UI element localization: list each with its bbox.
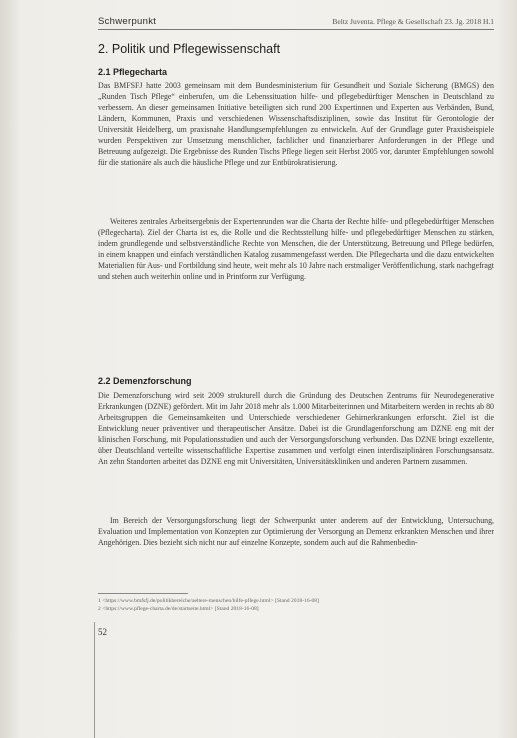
paragraph: Die Demenzforschung wird seit 2009 strukturell durch die Gründung des Deutschen Zentrums für Neurodegenerative Erkrankungen (DZNE) gefördert. Mit im Jahr 2018 mehr als 1.000 Mitarbeiterinnen und Mitarbeitern werden in rechts ab 80 Arbeitsgruppen die Gemeinsamkeiten und Unterschiede verschiedener Gehirnerkrankungen erforscht. Ziel ist die Entwicklung neuer präventiver und therapeutischer Ansätze. Dabei ist die Grundlagenforschung am DZNE eng mit der klinischen Forschung, mit Populationsstudien und auch der Versorgungsforschung verbunden. Das DZNE bringt exzellente, über Deutschland verteilte wissenschaftliche Expertise zusammen und verfolgt einen interdisziplinären Forschungsansatz. An zehn Standorten arbeitet das DZNE eng mit Universitäten, Universitätskliniken und anderen Partnern zusammen. <box>98 391 494 466</box>
section-title-demenzforschung: 2.2 Demenzforschung <box>98 376 192 386</box>
running-head <box>98 16 494 30</box>
paragraph: Das BMFSFJ hatte 2003 gemeinsam mit dem Bundesministerium für Gesundheit und Soziale Sicherung (BMGS) den „Runden Tisch Pflege“ einberufen, um die Lebenssituation hilfe- und pflegebedürftiger Menschen in Deutschland zu verbessern. An dieser gemeinsamen Initiative beteiligten sich rund 200 Expertinnen und Experten aus Verbänden, Bund, Ländern, Kommunen, Praxis und verschiedenen Wissenschaftsdisziplinen, sowie das Institut für Gerontologie der Universität Heidelberg, um praxisnahe Handlungsempfehlungen zu entwickeln. Auf der Grundlage guter Praxisbeispiele wurden Perspektiven zur Umsetzung menschlicher, fachlicher und finanzierbarer Anforderungen in der Pflege und Betreuung aufgezeigt. Die Ergebnisse des Runden Tischs Pflege liegen seit Herbst 2005 vor, darunter Empfehlungen sowohl für die stationäre als auch die häusliche Pflege und zur Entbürokratisierung. <box>98 81 494 167</box>
running-head-journal: Beltz Juventa. Pflege & Gesellschaft 23. Jg. 2018 H.1 <box>332 17 494 26</box>
margin-rule <box>94 622 95 738</box>
footnotes <box>98 597 494 613</box>
paragraph: Im Bereich der Versorgungsforschung liegt der Schwerpunkt unter anderem auf der Entwicklung, Untersuchung, Evaluation und Implementation von Konzepten zur Optimierung der Versorgung an Demenz erkrankten Menschen und ihrer Angehörigen. Dies bezieht sich nicht nur auf einzelne Konzepte, sondern auch auf die Rahmenbedin- <box>98 516 494 547</box>
section-title-pflegecharta: 2.1 Pflegecharta <box>98 67 168 77</box>
page-number: 52 <box>98 627 107 637</box>
paragraph: Weiteres zentrales Arbeitsergebnis der Expertenrunden war die Charta der Rechte hilfe- und pflegebedürftiger Menschen (Pflegecharta). Ziel der Charta ist es, die Rolle und die Rechtsstellung hilfe- und pflegebedürftiger Menschen zu stärken, indem grundlegende und selbstverständliche Rechte von Menschen, die der Unterstützung, Betreuung und Pflege bedürfen, in einem knappen und einfach verständlichen Katalog zusammengefasst werden. Die Pflegecharta und die dazu entwickelten Materialien für Aus- und Fortbildung sind heute, weit mehr als 10 Jahre nach erstmaliger Veröffentlichung, stark nachgefragt und stehen auch weiterhin online und in Printform zur Verfügung. <box>98 217 494 281</box>
footnote: 2 <https://www.pflege-charta.de/de/startseite.html> [Stand 2018-16-08] <box>98 606 259 612</box>
chapter-title: 2. Politik und Pflegewissenschaft <box>98 42 281 56</box>
footnote-divider <box>98 593 188 594</box>
footnote: 1 <https://www.bmfsfj.de/politikbereiche/aeltere-menschen/hilfe-pflege.html> [Stand 2018-16-08] <box>98 598 319 604</box>
running-head-section: Schwerpunkt <box>98 16 157 27</box>
